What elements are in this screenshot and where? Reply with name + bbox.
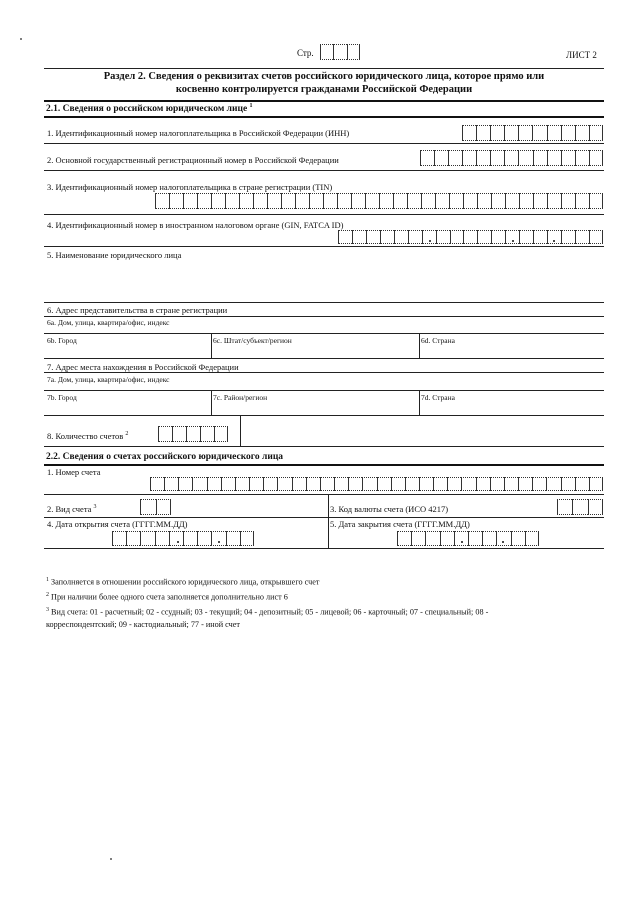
open-date-label: 4. Дата открытия счета (ГГГГ.ММ.ДД) <box>47 519 188 529</box>
input-cell[interactable] <box>362 477 376 491</box>
gin-separator-dot <box>429 240 431 242</box>
input-cell[interactable] <box>156 499 172 515</box>
input-cell[interactable] <box>197 531 211 546</box>
input-cell[interactable] <box>169 193 183 209</box>
currency-code-label: 3. Код валюты счета (ИСО 4217) <box>330 504 449 514</box>
input-cell[interactable] <box>169 531 183 546</box>
input-cell[interactable] <box>433 477 447 491</box>
input-cell[interactable] <box>240 531 254 546</box>
input-cell[interactable] <box>447 477 461 491</box>
input-cell[interactable] <box>178 477 192 491</box>
currency-code-cells[interactable] <box>557 499 603 515</box>
ogrn-label: 2. Основной государственный регистрационный номер в Российской Федерации <box>47 155 339 165</box>
input-cell[interactable] <box>405 477 419 491</box>
input-cell[interactable] <box>211 193 225 209</box>
input-cell[interactable] <box>419 477 433 491</box>
input-cell[interactable] <box>192 477 206 491</box>
input-cell[interactable] <box>491 193 505 209</box>
open-date-cells[interactable] <box>112 531 254 546</box>
input-cell[interactable] <box>393 193 407 209</box>
input-cell[interactable] <box>491 230 505 244</box>
input-cell[interactable] <box>575 125 589 141</box>
close-date-cells[interactable] <box>397 531 539 546</box>
input-cell[interactable] <box>435 193 449 209</box>
input-cell[interactable] <box>126 531 140 546</box>
input-cell[interactable] <box>351 193 365 209</box>
loc-7a-label: 7а. Дом, улица, квартира/офис, индекс <box>47 375 170 384</box>
input-cell[interactable] <box>572 499 587 515</box>
input-cell[interactable] <box>561 477 575 491</box>
input-cell[interactable] <box>323 193 337 209</box>
input-cell[interactable] <box>281 193 295 209</box>
input-cell[interactable] <box>239 193 253 209</box>
input-cell[interactable] <box>253 193 267 209</box>
input-cell[interactable] <box>589 230 603 244</box>
input-cell[interactable] <box>561 125 575 141</box>
input-cell[interactable] <box>589 125 603 141</box>
input-cell[interactable] <box>425 531 439 546</box>
input-cell[interactable] <box>561 150 575 166</box>
input-cell[interactable] <box>490 125 504 141</box>
tin-cells[interactable] <box>155 193 603 209</box>
input-cell[interactable] <box>496 531 510 546</box>
rep-6d-label: 6d. Страна <box>421 336 455 345</box>
input-cell[interactable] <box>477 193 491 209</box>
input-cell[interactable] <box>525 531 539 546</box>
input-cell[interactable] <box>140 499 156 515</box>
date-separator-dot <box>218 541 220 543</box>
input-cell[interactable] <box>436 230 450 244</box>
input-cell[interactable] <box>320 477 334 491</box>
input-cell[interactable] <box>408 230 422 244</box>
input-cell[interactable] <box>421 193 435 209</box>
input-cell[interactable] <box>186 426 200 442</box>
input-cell[interactable] <box>575 230 589 244</box>
input-cell[interactable] <box>164 477 178 491</box>
loc-7a-field[interactable] <box>44 383 604 389</box>
section-2-2-heading: 2.2. Сведения о счетах российского юридического лица <box>46 452 284 462</box>
sheet-label: ЛИСТ 2 <box>566 50 597 60</box>
account-number-cells[interactable] <box>150 477 603 491</box>
date-separator-dot <box>502 541 504 543</box>
loc-7b-label: 7b. Город <box>47 393 77 402</box>
input-cell[interactable] <box>348 477 362 491</box>
input-cell[interactable] <box>561 193 575 209</box>
input-cell[interactable] <box>518 150 532 166</box>
input-cell[interactable] <box>533 230 547 244</box>
input-cell[interactable] <box>158 426 172 442</box>
input-cell[interactable] <box>434 150 448 166</box>
input-cell[interactable] <box>295 193 309 209</box>
input-cell[interactable] <box>377 477 391 491</box>
input-cell[interactable] <box>172 426 186 442</box>
input-cell[interactable] <box>366 230 380 244</box>
rep-6c-label: 6c. Штат/субъект/регион <box>213 336 292 345</box>
date-separator-dot <box>461 541 463 543</box>
input-cell[interactable] <box>461 477 475 491</box>
account-type-label: 2. Вид счета $^3$ <box>47 504 97 514</box>
date-separator-dot <box>177 541 179 543</box>
account-count-cells[interactable] <box>158 426 228 442</box>
input-cell[interactable] <box>183 193 197 209</box>
gin-cells[interactable] <box>338 230 603 244</box>
input-cell[interactable] <box>183 531 197 546</box>
input-cell[interactable] <box>197 193 211 209</box>
input-cell[interactable] <box>420 150 434 166</box>
input-cell[interactable] <box>589 193 603 209</box>
rep-6b-label: 6b. Город <box>47 336 77 345</box>
input-cell[interactable] <box>338 230 352 244</box>
input-cell[interactable] <box>533 150 547 166</box>
page-label: Стр. <box>297 48 314 58</box>
name-label: 5. Наименование юридического лица <box>47 250 182 260</box>
input-cell[interactable] <box>379 193 393 209</box>
input-cell[interactable] <box>575 150 589 166</box>
input-cell[interactable] <box>476 477 490 491</box>
input-cell[interactable] <box>226 531 240 546</box>
input-cell[interactable] <box>140 531 154 546</box>
input-cell[interactable] <box>306 477 320 491</box>
section-2-1-heading: 2.1. Сведения о российском юридическом лице $^1$ <box>46 103 253 115</box>
input-cell[interactable] <box>588 499 603 515</box>
input-cell[interactable] <box>532 125 546 141</box>
inn-cells[interactable] <box>462 125 603 141</box>
name-field[interactable] <box>44 262 604 300</box>
footnote-2: $^2$ При наличии более одного счета заполняется дополнительно лист 6 <box>46 592 288 602</box>
tin-label: 3. Идентификационный номер налогоплательщика в стране регистрации (TIN) <box>47 182 333 192</box>
input-cell[interactable] <box>394 230 408 244</box>
section-title: Раздел 2. Сведения о реквизитах счетов российского юридического лица, которое прямо или косвенно контролируется гражданами Российской Федерации <box>103 71 545 95</box>
input-cell[interactable] <box>365 193 379 209</box>
input-cell[interactable] <box>249 477 263 491</box>
input-cell[interactable] <box>504 125 518 141</box>
input-cell[interactable] <box>463 230 477 244</box>
input-cell[interactable] <box>150 477 164 491</box>
input-cell[interactable] <box>334 477 348 491</box>
rep-6a-field[interactable] <box>44 326 604 332</box>
input-cell[interactable] <box>463 193 477 209</box>
input-cell[interactable] <box>589 477 603 491</box>
input-cell[interactable] <box>561 230 575 244</box>
loc-address-label: 7. Адрес места нахождения в Российской Федерации <box>47 362 239 372</box>
input-cell[interactable] <box>547 193 561 209</box>
input-cell[interactable] <box>547 125 561 141</box>
rep-6a-label: 6а. Дом, улица, квартира/офис, индекс <box>47 318 170 327</box>
input-cell[interactable] <box>547 150 561 166</box>
ogrn-cells[interactable] <box>420 150 603 166</box>
account-type-cells[interactable] <box>140 499 171 515</box>
footnote-1: $^1$ Заполняется в отношении российского юридического лица, открывшего счет <box>46 577 320 587</box>
input-cell[interactable] <box>532 477 546 491</box>
input-cell[interactable] <box>482 531 496 546</box>
input-cell[interactable] <box>155 193 169 209</box>
input-cell[interactable] <box>557 499 572 515</box>
gin-separator-dot <box>512 240 514 242</box>
input-cell[interactable] <box>267 193 281 209</box>
input-cell[interactable] <box>575 193 589 209</box>
input-cell[interactable] <box>546 477 560 491</box>
input-cell[interactable] <box>214 426 228 442</box>
input-cell[interactable] <box>352 230 366 244</box>
input-cell[interactable] <box>533 193 547 209</box>
input-cell[interactable] <box>221 477 235 491</box>
input-cell[interactable] <box>155 531 169 546</box>
loc-7d-label: 7d. Страна <box>421 393 455 402</box>
input-cell[interactable] <box>448 150 462 166</box>
input-cell[interactable] <box>575 477 589 491</box>
page-number-cells[interactable] <box>320 44 360 60</box>
input-cell[interactable] <box>277 477 291 491</box>
input-cell[interactable] <box>476 125 490 141</box>
input-cell[interactable] <box>462 125 476 141</box>
scan-speck <box>20 38 22 40</box>
close-date-label: 5. Дата закрытия счета (ГГГГ.ММ.ДД) <box>330 519 470 529</box>
input-cell[interactable] <box>112 531 126 546</box>
input-cell[interactable] <box>504 150 518 166</box>
input-cell[interactable] <box>207 477 221 491</box>
input-cell[interactable] <box>380 230 394 244</box>
account-number-label: 1. Номер счета <box>47 467 101 477</box>
input-cell[interactable] <box>462 150 476 166</box>
input-cell[interactable] <box>225 193 239 209</box>
input-cell[interactable] <box>519 193 533 209</box>
input-cell[interactable] <box>454 531 468 546</box>
loc-7c-label: 7c. Район/регион <box>213 393 268 402</box>
input-cell[interactable] <box>309 193 323 209</box>
footnote-3: $^3$ Вид счета: 01 - расчетный; 02 - ссудный; 03 - текущий; 04 - депозитный; 05 - лицевой; 06 - карточный; 07 - специальный; 08 - корреспондентский; 09 - кастодиальный; 77 - иной счет <box>46 607 489 629</box>
input-cell[interactable] <box>449 193 463 209</box>
inn-label: 1. Идентификационный номер налогоплательщика в Российской Федерации (ИНН) <box>47 128 350 138</box>
input-cell[interactable] <box>476 150 490 166</box>
input-cell[interactable] <box>411 531 425 546</box>
input-cell[interactable] <box>504 477 518 491</box>
gin-separator-dot <box>553 240 555 242</box>
input-cell[interactable] <box>292 477 306 491</box>
input-cell[interactable] <box>468 531 482 546</box>
rep-address-label: 6. Адрес представительства в стране регистрации <box>47 305 228 315</box>
input-cell[interactable] <box>263 477 277 491</box>
input-cell[interactable] <box>235 477 249 491</box>
input-cell[interactable] <box>407 193 421 209</box>
input-cell[interactable] <box>391 477 405 491</box>
input-cell[interactable] <box>519 230 533 244</box>
input-cell[interactable] <box>337 193 351 209</box>
input-cell[interactable] <box>518 125 532 141</box>
input-cell[interactable] <box>505 193 519 209</box>
input-cell[interactable] <box>518 477 532 491</box>
input-cell[interactable] <box>440 531 454 546</box>
input-cell[interactable] <box>450 230 464 244</box>
scan-speck <box>110 858 112 860</box>
input-cell[interactable] <box>589 150 603 166</box>
input-cell[interactable] <box>211 531 225 546</box>
gin-label: 4. Идентификационный номер в иностранном налоговом органе (GIN, FATCA ID) <box>47 220 344 230</box>
input-cell[interactable] <box>490 150 504 166</box>
input-cell[interactable] <box>490 477 504 491</box>
input-cell[interactable] <box>511 531 525 546</box>
input-cell[interactable] <box>200 426 214 442</box>
input-cell[interactable] <box>477 230 491 244</box>
account-count-label: 8. Количество счетов $^2$ <box>47 431 129 441</box>
input-cell[interactable] <box>397 531 411 546</box>
